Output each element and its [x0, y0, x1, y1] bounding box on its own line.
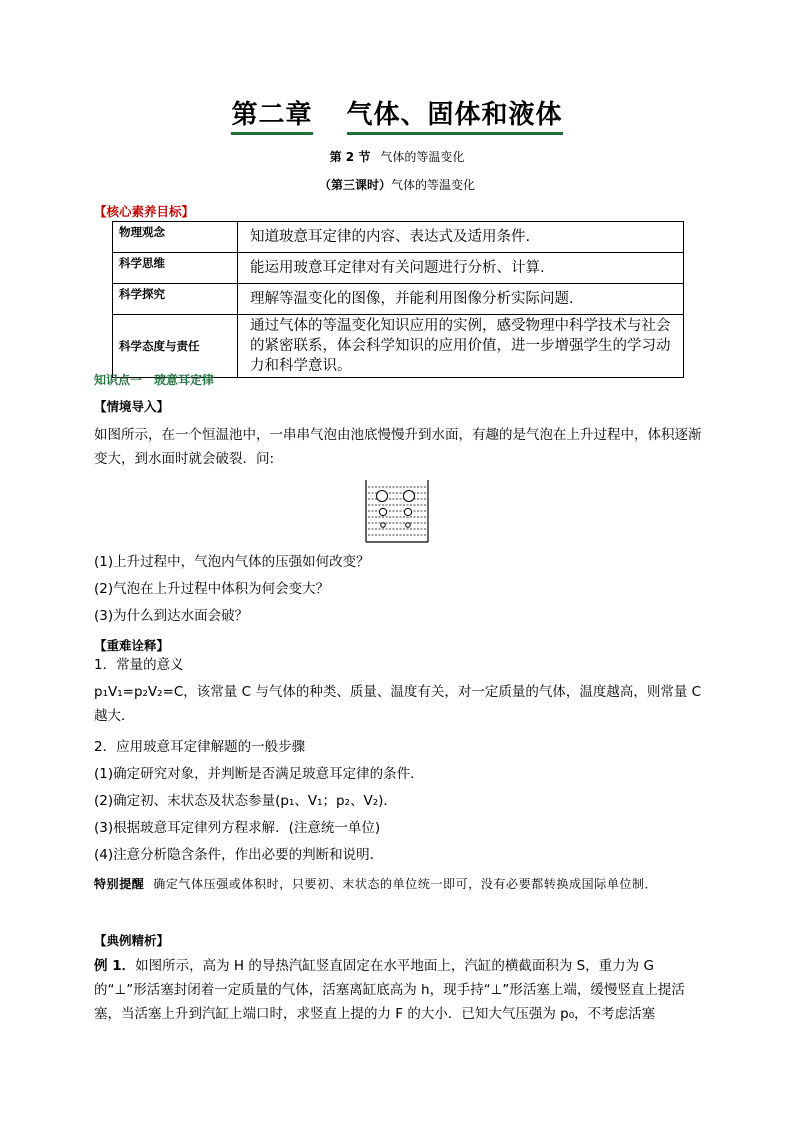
- bubble-pool-figure: [364, 478, 430, 544]
- example-text: 如图所示，高为 H 的导热汽缸竖直固定在水平地面上，汽缸的横截面积为 S，重力为 G 的“⊥”形活塞封闭着一定质量的气体，活塞离缸底高为 h，现手持“⊥”形活塞上端，缓慢竖直上提活塞，当活塞上升到汽缸上端口时，求竖直上提的力 F 的大小．已知大气压强为 p₀，不考虑活塞: [94, 958, 685, 1022]
- step-4: (4)注意分析隐含条件，作出必要的判断和说明．: [94, 847, 384, 863]
- chapter-number: 第二章: [231, 100, 312, 135]
- chapter-title: [0, 94, 794, 131]
- title-gap: [313, 121, 347, 123]
- explain-item2-title: 2．应用玻意耳定律解题的一般步骤: [94, 739, 306, 755]
- lesson-tag: （第三课时）: [318, 178, 391, 192]
- knowledge-point-heading: [94, 371, 214, 388]
- section-number: 第 2 节: [329, 150, 371, 164]
- goals-table: [112, 221, 684, 378]
- scenario-text: 如图所示，在一个恒温池中，一串串气泡由池底慢慢升到水面，有趣的是气泡在上升过程中，体积逐渐变大，到水面时就会破裂．问:: [94, 427, 702, 467]
- goal-key: 科学思维: [113, 253, 238, 284]
- chapter-name: 气体、固体和液体: [347, 100, 563, 135]
- tip-label: 特别提醒: [94, 877, 145, 891]
- step-2: (2)确定初、末状态及状态参量(p₁、V₁；p₂、V₂)．: [94, 793, 397, 809]
- goal-value: 理解等温变化的图像，并能利用图像分析实际问题.: [238, 284, 684, 315]
- goals-row: [113, 315, 684, 378]
- goals-row: [113, 253, 684, 284]
- goals-row: [113, 222, 684, 253]
- question-3: (3)为什么到达水面会破？: [94, 608, 249, 624]
- section-title: 气体的等温变化: [380, 150, 465, 164]
- lesson-heading: [0, 176, 794, 193]
- question-1: (1)上升过程中，气泡内气体的压强如何改变？: [94, 554, 370, 570]
- knowledge-point-label: 知识点一: [94, 373, 143, 387]
- example-heading: 【典例精析】: [94, 933, 170, 948]
- goal-value: 通过气体的等温变化知识应用的实例，感受物理中科学技术与社会的紧密联系，体会科学知识的应用价值，进一步增强学生的学习动力和科学意识。: [238, 315, 684, 378]
- tip-text: 确定气体压强或体积时，只要初、末状态的单位统一即可，没有必要都转换成国际单位制．: [153, 877, 658, 891]
- bubbles: [377, 491, 415, 528]
- example-1: [94, 954, 702, 1026]
- step-1: (1)确定研究对象，并判断是否满足玻意耳定律的条件．: [94, 766, 424, 782]
- goals-heading: 【核心素养目标】: [94, 204, 195, 219]
- scenario-heading: 【情境导入】: [94, 399, 170, 414]
- question-2: (2)气泡在上升过程中体积为何会变大？: [94, 581, 330, 597]
- goals-row: [113, 284, 684, 315]
- goal-key: 科学态度与责任: [113, 315, 238, 378]
- goal-value: 知道玻意耳定律的内容、表达式及适用条件.: [238, 222, 684, 253]
- explain-heading: 【重难诠释】: [94, 638, 170, 653]
- explain-item1-text: p₁V₁=p₂V₂=C，该常量 C 与气体的种类、质量、温度有关，对一定质量的气体，温度越高，则常量 C 越大．: [94, 684, 702, 724]
- special-tip: [94, 872, 702, 896]
- goal-key: 物理观念: [113, 222, 238, 253]
- knowledge-point-title: 玻意耳定律: [154, 373, 215, 387]
- step-3: (3)根据玻意耳定律列方程求解．(注意统一单位): [94, 820, 381, 836]
- lesson-title: 气体的等温变化: [391, 178, 476, 192]
- goal-value: 能运用玻意耳定律对有关问题进行分析、计算.: [238, 253, 684, 284]
- example-label: 例 1．: [94, 958, 136, 974]
- explain-item1-title: 1．常量的意义: [94, 657, 184, 673]
- section-heading: [0, 148, 794, 165]
- goal-key: 科学探究: [113, 284, 238, 315]
